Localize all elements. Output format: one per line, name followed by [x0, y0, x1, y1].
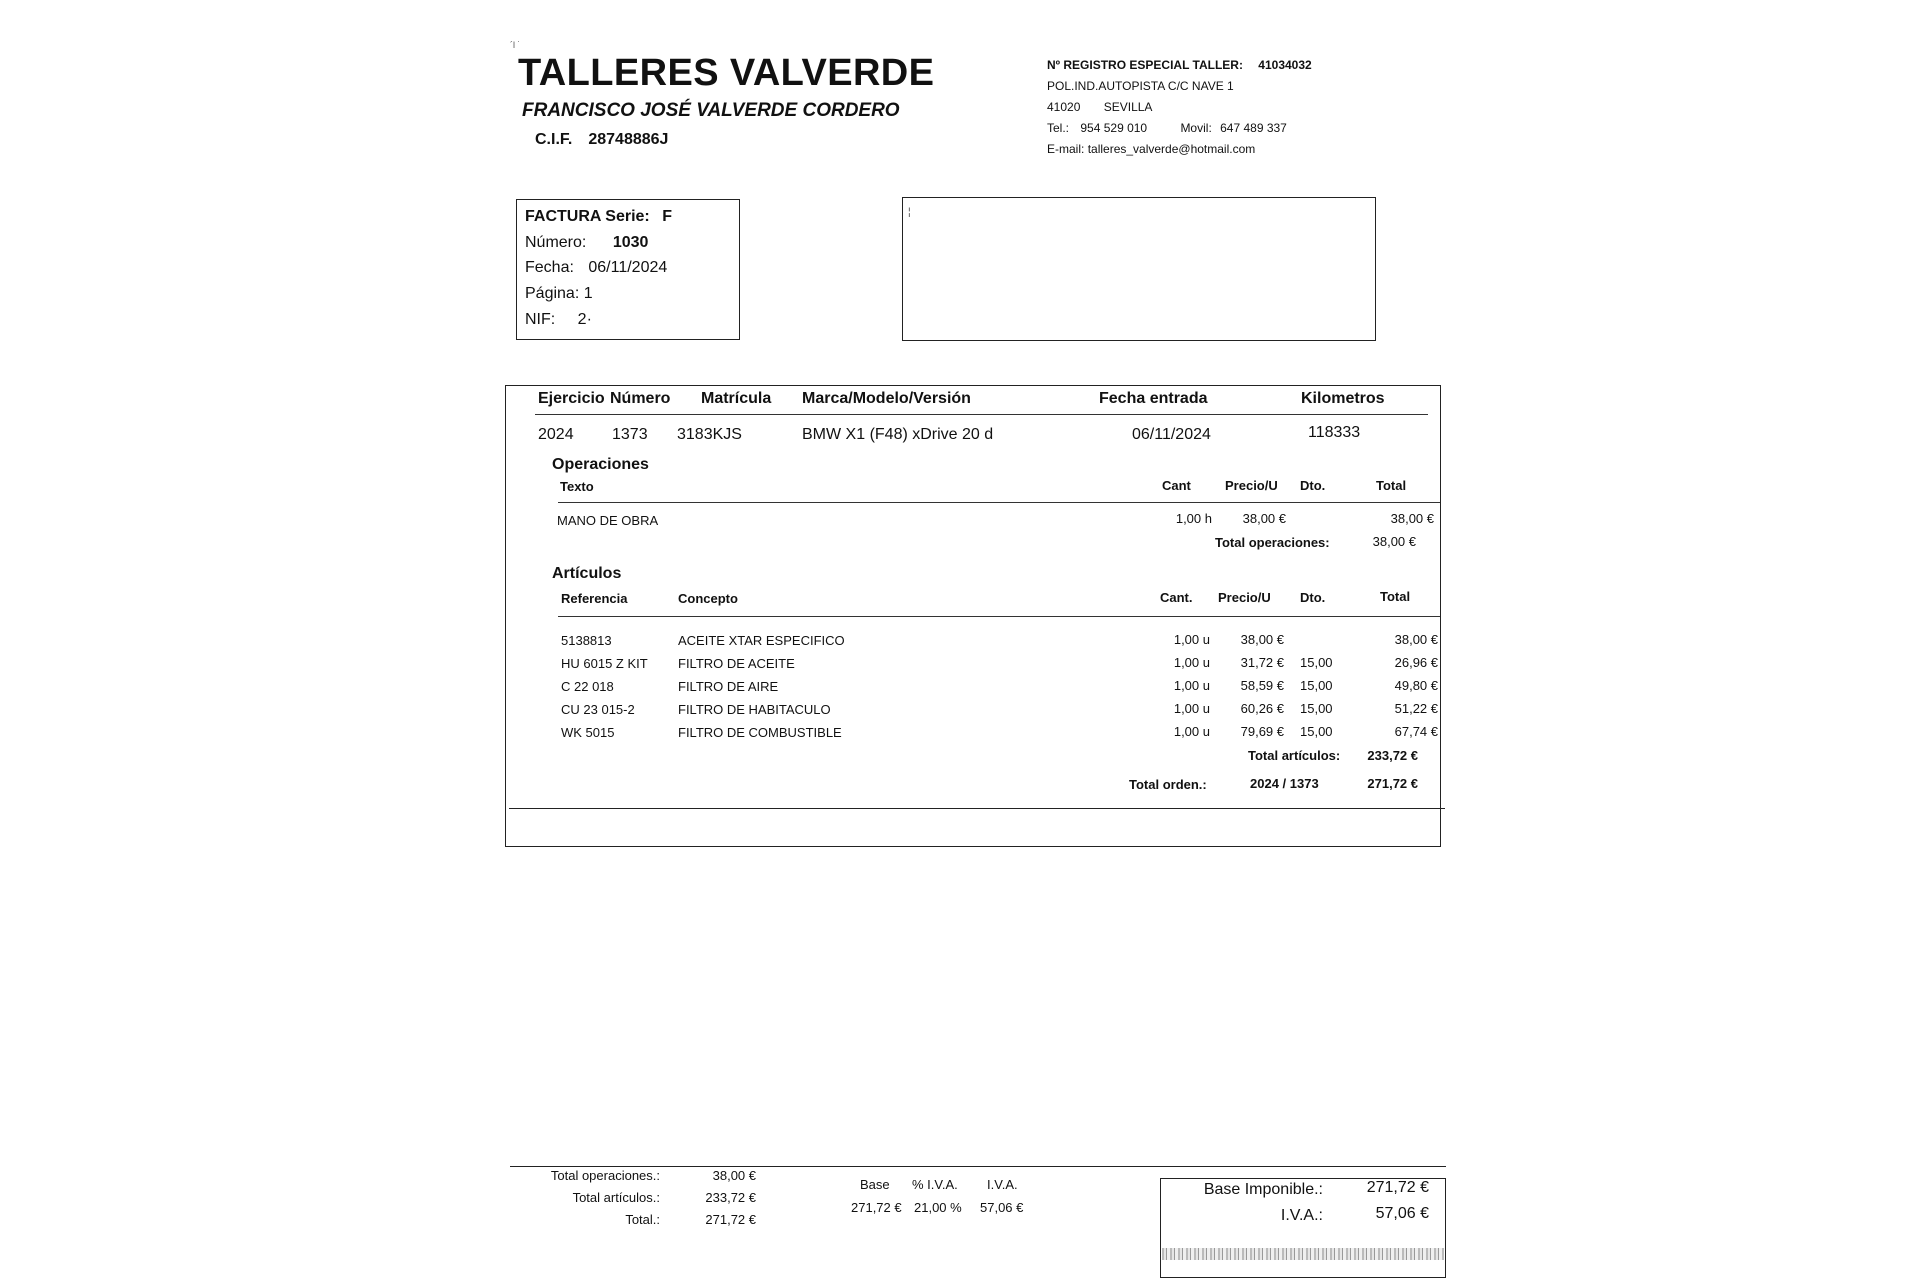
phone-line — [1047, 118, 1312, 139]
art-row-precio: 58,59 € — [1240, 678, 1284, 693]
art-row-concepto: FILTRO DE COMBUSTIBLE — [678, 725, 842, 740]
art-row-referencia: WK 5015 — [561, 725, 615, 740]
op-row-total: 38,00 € — [1390, 511, 1434, 526]
op-header-cant: Cant — [1162, 478, 1191, 493]
footer-total-label: Total.: — [625, 1212, 660, 1227]
value-matricula: 3183KJS — [677, 426, 742, 443]
art-row-dto: 15,00 — [1300, 701, 1333, 716]
art-header-total: Total — [1380, 589, 1411, 604]
address-line: POL.IND.AUTOPISTA C/C NAVE 1 — [1047, 79, 1234, 93]
cif-label: C.I.F. — [535, 131, 573, 148]
articulos-title: Artículos — [552, 565, 622, 582]
art-row-cant: 1,00 u — [1173, 632, 1210, 647]
footer-base-value: 271,72 € — [851, 1200, 902, 1215]
art-row-concepto: ACEITE XTAR ESPECIFICO — [678, 633, 845, 648]
art-row-total: 49,80 € — [1394, 678, 1438, 693]
art-row-cant: 1,00 u — [1173, 678, 1210, 693]
art-row-concepto: FILTRO DE AIRE — [678, 679, 779, 694]
city: SEVILLA — [1103, 100, 1153, 114]
header-numero: Número — [610, 390, 671, 407]
serie-value: F — [662, 208, 672, 225]
header-fecha-entrada: Fecha entrada — [1099, 390, 1208, 407]
serie-line — [525, 208, 672, 226]
value-marca-modelo: BMW X1 (F48) xDrive 20 d — [802, 426, 994, 443]
art-row-concepto: FILTRO DE ACEITE — [678, 656, 795, 671]
owner-name: FRANCISCO JOSÉ VALVERDE CORDERO — [522, 100, 900, 121]
header-matricula: Matrícula — [701, 390, 772, 407]
op-header-rule — [558, 502, 1440, 503]
client-address-box — [902, 197, 1376, 341]
serie-label: FACTURA Serie: — [525, 208, 650, 225]
postal-city-line — [1047, 97, 1312, 118]
value-kilometros: 118333 — [1308, 424, 1361, 441]
op-row-cant: 1,00 h — [1175, 511, 1212, 526]
base-imponible-value: 271,72 € — [1366, 1179, 1429, 1196]
art-row-dto: 15,00 — [1300, 655, 1333, 670]
art-row-total: 51,22 € — [1394, 701, 1438, 716]
footer-total-value: 271,72 € — [705, 1212, 756, 1227]
header-kilometros: Kilometros — [1301, 390, 1385, 407]
value-numero: 1373 — [612, 426, 648, 443]
art-row-referencia: C 22 018 — [561, 679, 614, 694]
art-row-dto: 15,00 — [1300, 678, 1333, 693]
footer-rule — [510, 1166, 1446, 1167]
cif-value: 28748886J — [588, 131, 669, 148]
art-row-total: 26,96 € — [1394, 655, 1438, 670]
registry-value: 41034032 — [1258, 58, 1312, 72]
footer-pct-iva-header: % I.V.A. — [912, 1177, 958, 1192]
numero-label: Número: — [525, 234, 587, 251]
footer-iva-value: 57,06 € — [980, 1200, 1024, 1215]
art-row-dto: 15,00 — [1300, 724, 1333, 739]
invoice-info-box — [516, 199, 740, 340]
op-row-texto: MANO DE OBRA — [557, 513, 659, 528]
op-total-label: Total operaciones: — [1215, 535, 1330, 550]
numero-line — [525, 234, 648, 252]
cropped-total-band — [1162, 1248, 1444, 1260]
footer-base-header: Base — [860, 1177, 890, 1192]
numero-value: 1030 — [612, 234, 649, 251]
art-row-referencia: CU 23 015-2 — [561, 702, 635, 717]
header-marca-modelo: Marca/Modelo/Versión — [802, 390, 971, 407]
mobile-value: 647 489 337 — [1220, 121, 1287, 135]
op-header-total: Total — [1376, 478, 1407, 493]
pagina-label: Página: — [525, 285, 580, 302]
orden-total-value: 271,72 € — [1367, 776, 1418, 791]
cif — [535, 131, 668, 149]
art-row-precio: 38,00 € — [1240, 632, 1284, 647]
base-imponible-label: Base Imponible.: — [1203, 1181, 1323, 1198]
art-header-concepto: Concepto — [678, 591, 738, 606]
vehicle-header-rule — [535, 414, 1428, 415]
phone-label: Tel.: — [1047, 121, 1070, 135]
nif-line — [525, 311, 592, 329]
art-row-referencia: HU 6015 Z KIT — [561, 656, 648, 671]
footer-total-operaciones-value: 38,00 € — [712, 1168, 756, 1183]
iva-box-value: 57,06 € — [1375, 1205, 1429, 1222]
order-bottom-band — [509, 808, 1445, 847]
postal-code: 41020 — [1047, 100, 1081, 114]
footer-total-articulos-value: 233,72 € — [705, 1190, 756, 1205]
art-row-total: 38,00 € — [1394, 632, 1438, 647]
email-label: E-mail: — [1047, 142, 1085, 156]
art-header-rule — [558, 616, 1440, 617]
company-contact-block — [1047, 55, 1312, 160]
art-row-referencia: 5138813 — [561, 633, 612, 648]
art-total-label: Total artículos: — [1248, 748, 1341, 763]
art-row-precio: 31,72 € — [1240, 655, 1284, 670]
registry-line — [1047, 55, 1312, 76]
art-header-cant: Cant. — [1160, 590, 1193, 605]
art-header-dto: Dto. — [1300, 590, 1326, 605]
fecha-value: 06/11/2024 — [588, 259, 668, 276]
art-row-total: 67,74 € — [1394, 724, 1438, 739]
pagina-value: 1 — [583, 285, 593, 302]
art-row-precio: 79,69 € — [1240, 724, 1284, 739]
art-total-value: 233,72 € — [1367, 748, 1418, 763]
footer-total-operaciones-label: Total operaciones.: — [550, 1168, 660, 1183]
art-row-cant: 1,00 u — [1173, 701, 1210, 716]
email-line — [1047, 139, 1312, 160]
value-ejercicio: 2024 — [538, 426, 574, 443]
email-value: talleres_valverde@hotmail.com — [1087, 142, 1256, 156]
company-name: TALLERES VALVERDE — [518, 52, 935, 94]
header-ejercicio: Ejercicio — [538, 390, 605, 407]
op-header-dto: Dto. — [1300, 478, 1326, 493]
op-header-texto: Texto — [560, 479, 594, 494]
art-row-cant: 1,00 u — [1173, 724, 1210, 739]
registry-label: Nº REGISTRO ESPECIAL TALLER: — [1047, 58, 1243, 72]
client-box-mark: ¦ — [908, 207, 911, 218]
art-row-cant: 1,00 u — [1173, 655, 1210, 670]
art-row-concepto: FILTRO DE HABITACULO — [678, 702, 831, 717]
op-total-value: 38,00 € — [1372, 534, 1416, 549]
op-header-precio: Precio/U — [1225, 478, 1278, 493]
tax-summary-box — [1160, 1178, 1446, 1278]
nif-value: 2· — [577, 311, 592, 328]
nif-label: NIF: — [525, 311, 556, 328]
mobile-label: Movil: — [1180, 121, 1212, 135]
op-row-precio: 38,00 € — [1242, 511, 1286, 526]
fecha-line — [525, 259, 667, 277]
art-header-precio: Precio/U — [1218, 590, 1271, 605]
orden-total-label: Total orden.: — [1129, 777, 1207, 792]
art-row-precio: 60,26 € — [1240, 701, 1284, 716]
phone-value: 954 529 010 — [1080, 121, 1148, 135]
scan-marks: ´l ˙ — [510, 40, 521, 50]
footer-iva-header: I.V.A. — [987, 1177, 1018, 1192]
fecha-label: Fecha: — [525, 259, 574, 276]
art-header-referencia: Referencia — [561, 591, 628, 606]
value-fecha-entrada: 06/11/2024 — [1132, 426, 1211, 443]
iva-box-label: I.V.A.: — [1280, 1207, 1323, 1224]
orden-ref: 2024 / 1373 — [1250, 776, 1319, 791]
footer-pct-iva-value: 21,00 % — [914, 1200, 962, 1215]
operaciones-title: Operaciones — [552, 456, 649, 473]
pagina-line — [525, 285, 593, 303]
footer-total-articulos-label: Total artículos.: — [572, 1190, 660, 1205]
